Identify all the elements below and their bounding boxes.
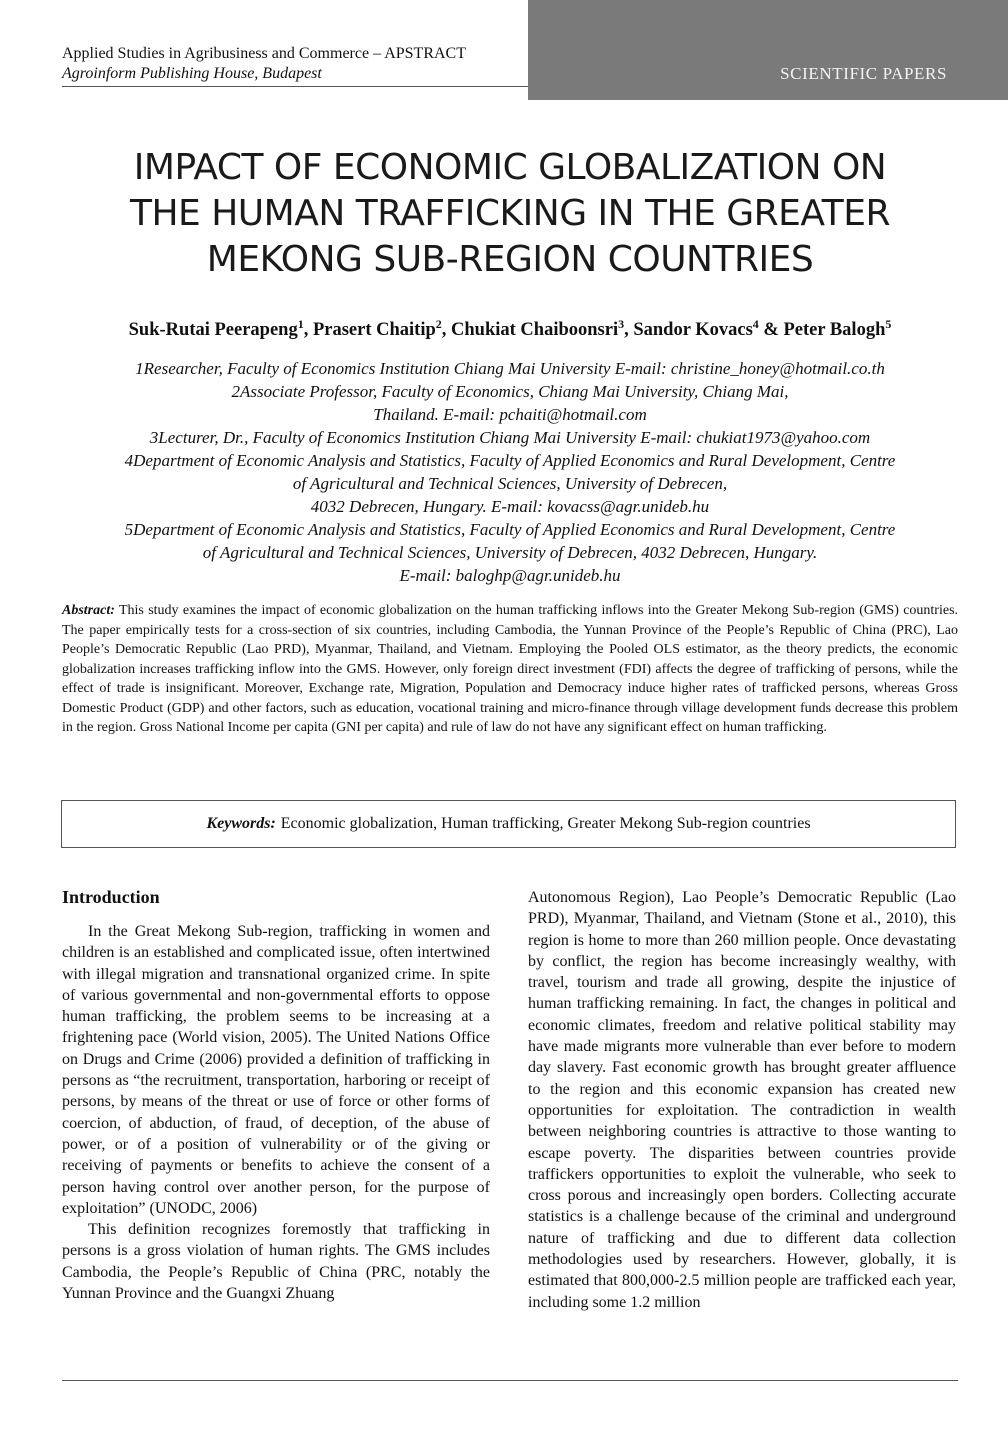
running-header: [62, 43, 532, 84]
affiliation-line: E-mail: baloghp@agr.unideb.hu: [399, 566, 621, 585]
author-name: Sandor Kovacs: [633, 320, 753, 341]
author-affiliation-mark: 2: [435, 317, 442, 331]
title-line: MEKONG SUB-REGION COUNTRIES: [206, 239, 814, 280]
abstract: [62, 601, 958, 738]
abstract-label: Abstract:: [62, 603, 115, 618]
section-label: SCIENTIFIC PAPERS: [780, 64, 947, 83]
keywords-text: Economic globalization, Human trafficking, Greater Mekong Sub-region countries: [280, 815, 811, 832]
keywords-box: [61, 800, 956, 848]
author-separator: &: [758, 320, 784, 341]
title-line: THE HUMAN TRAFFICKING IN THE GREATER: [129, 193, 891, 234]
affiliation-line: Thailand. E-mail: pchaiti@hotmail.com: [373, 405, 647, 424]
right-column: [528, 887, 956, 1313]
left-column: [62, 885, 490, 1304]
affiliation-line: 4Department of Economic Analysis and Statistics, Faculty of Applied Economics and Rural Development, Centre: [124, 451, 896, 470]
keywords-label: Keywords:: [206, 815, 276, 832]
affiliation-line: of Agricultural and Technical Sciences, University of Debrecen, 4032 Debrecen, Hungary.: [202, 543, 818, 562]
journal-name: Applied Studies in Agribusiness and Commerce – APSTRACT: [62, 45, 466, 62]
footer-rule: [62, 1380, 958, 1381]
affiliation-line: 4032 Debrecen, Hungary. E-mail: kovacss@agr.unideb.hu: [310, 497, 710, 516]
author-affiliation-mark: 5: [885, 317, 892, 331]
affiliation-line: 1Researcher, Faculty of Economics Institution Chiang Mai University E-mail: christine_honey@hotmail.co.th: [135, 359, 885, 378]
author-name: Prasert Chaitip: [312, 320, 436, 341]
title-line: IMPACT OF ECONOMIC GLOBALIZATION ON: [133, 147, 887, 188]
affiliation-list: [40, 357, 980, 587]
author-name: Peter Balogh: [783, 320, 886, 341]
section-band: [528, 0, 1008, 100]
author-affiliation-mark: 3: [618, 317, 625, 331]
author-name: Chukiat Chaiboonsri: [451, 320, 619, 341]
affiliation-line: 5Department of Economic Analysis and Statistics, Faculty of Applied Economics and Rural Development, Centre: [124, 520, 896, 539]
header-rule: [62, 86, 530, 87]
affiliation-line: 2Associate Professor, Faculty of Economics, Chiang Mai University, Chiang Mai,: [231, 382, 789, 401]
paper-title: [62, 145, 958, 283]
author-affiliation-mark: 4: [752, 317, 759, 331]
author-separator: ,: [303, 320, 313, 341]
body-paragraph: This definition recognizes foremostly that trafficking in persons is a gross violation of human rights. The GMS includes Cambodia, the People’s Republic of China (PRC, notably the Yunnan Province and the Guangxi Zhuang: [62, 1221, 490, 1303]
body-paragraph: In the Great Mekong Sub-region, trafficking in women and children is an established and complicated issue, often intertwined with illegal migration and transnational organized crime. In spite of various governmental and non-governmental efforts to oppose human trafficking, the problem seems to be increasing at a frightening pace (World vision, 2005). The United Nations Office on Drugs and Crime (2006) provided a definition of trafficking in persons as “the recruitment, transportation, harboring or receipt of persons, by means of the threat or use of force or other forms of coercion, of abduction, of fraud, of deception, of the abuse of power, or of a position of vulnerability or of the giving or receiving of payments or benefits to achieve the consent of a person having control over another person, for the purpose of exploitation” (UNODC, 2006): [62, 923, 490, 1217]
publisher-name: Agroinform Publishing House, Budapest: [62, 65, 322, 82]
author-list: [40, 312, 980, 342]
author-separator: ,: [624, 320, 634, 341]
body-paragraph: Autonomous Region), Lao People’s Democratic Republic (Lao PRD), Myanmar, Thailand, and Vietnam (Stone et al., 2010), this region is home to more than 260 million people. Once devastating by conflict, the region has become increasingly wealthy, with travel, tourism and trade all growing, despite the injustice of human trafficking remaining. In fact, the changes in political and economic climates, freedom and relative political stability may have made migrants more vulnerable than ever before to modern day slavery. Fast economic growth has brought greater affluence to the region and this economic expansion has created new opportunities for exploitation. The contradiction in wealth between neighboring countries is attractive to those wanting to escape poverty. The disparities between countries provide traffickers opportunities to exploit the vulnerable, who seek to cross porous and increasingly open borders. Collecting accurate statistics is a challenge because of the criminal and underground nature of trafficking and due to different data collection methodologies used by researchers. However, globally, it is estimated that 800,000-2.5 million people are trafficked each year, including some 1.2 million: [528, 889, 956, 1311]
author-name: Suk-Rutai Peerapeng: [128, 320, 298, 341]
author-separator: ,: [441, 320, 452, 341]
author-affiliation-mark: 1: [297, 317, 304, 331]
section-heading: Introduction: [62, 887, 160, 907]
affiliation-line: 3Lecturer, Dr., Faculty of Economics Institution Chiang Mai University E-mail: chukiat1973@yahoo.com: [149, 428, 871, 447]
affiliation-line: of Agricultural and Technical Sciences, University of Debrecen,: [292, 474, 728, 493]
abstract-text: This study examines the impact of economic globalization on the human trafficking inflows into the Greater Mekong Sub-region (GMS) countries. The paper empirically tests for a cross-section of six countries, including Cambodia, the Yunnan Province of the People’s Republic of China (PRC), Lao People’s Democratic Republic (Lao PRD), Myanmar, Thailand, and Vietnam. Employing the Pooled OLS estimator, as the theory predicts, the economic globalization increases trafficking inflow into the GMS. However, only foreign direct investment (FDI) affects the degree of trafficking of persons, while the effect of trade is insignificant. Moreover, Exchange rate, Migration, Population and Democracy induce higher rates of trafficked persons, whereas Gross Domestic Product (GDP) and other factors, such as education, vocational training and micro-finance through village development funds decrease this problem in the region. Gross National Income per capita (GNI per capita) and rule of law do not have any significant effect on human trafficking.: [62, 603, 959, 735]
